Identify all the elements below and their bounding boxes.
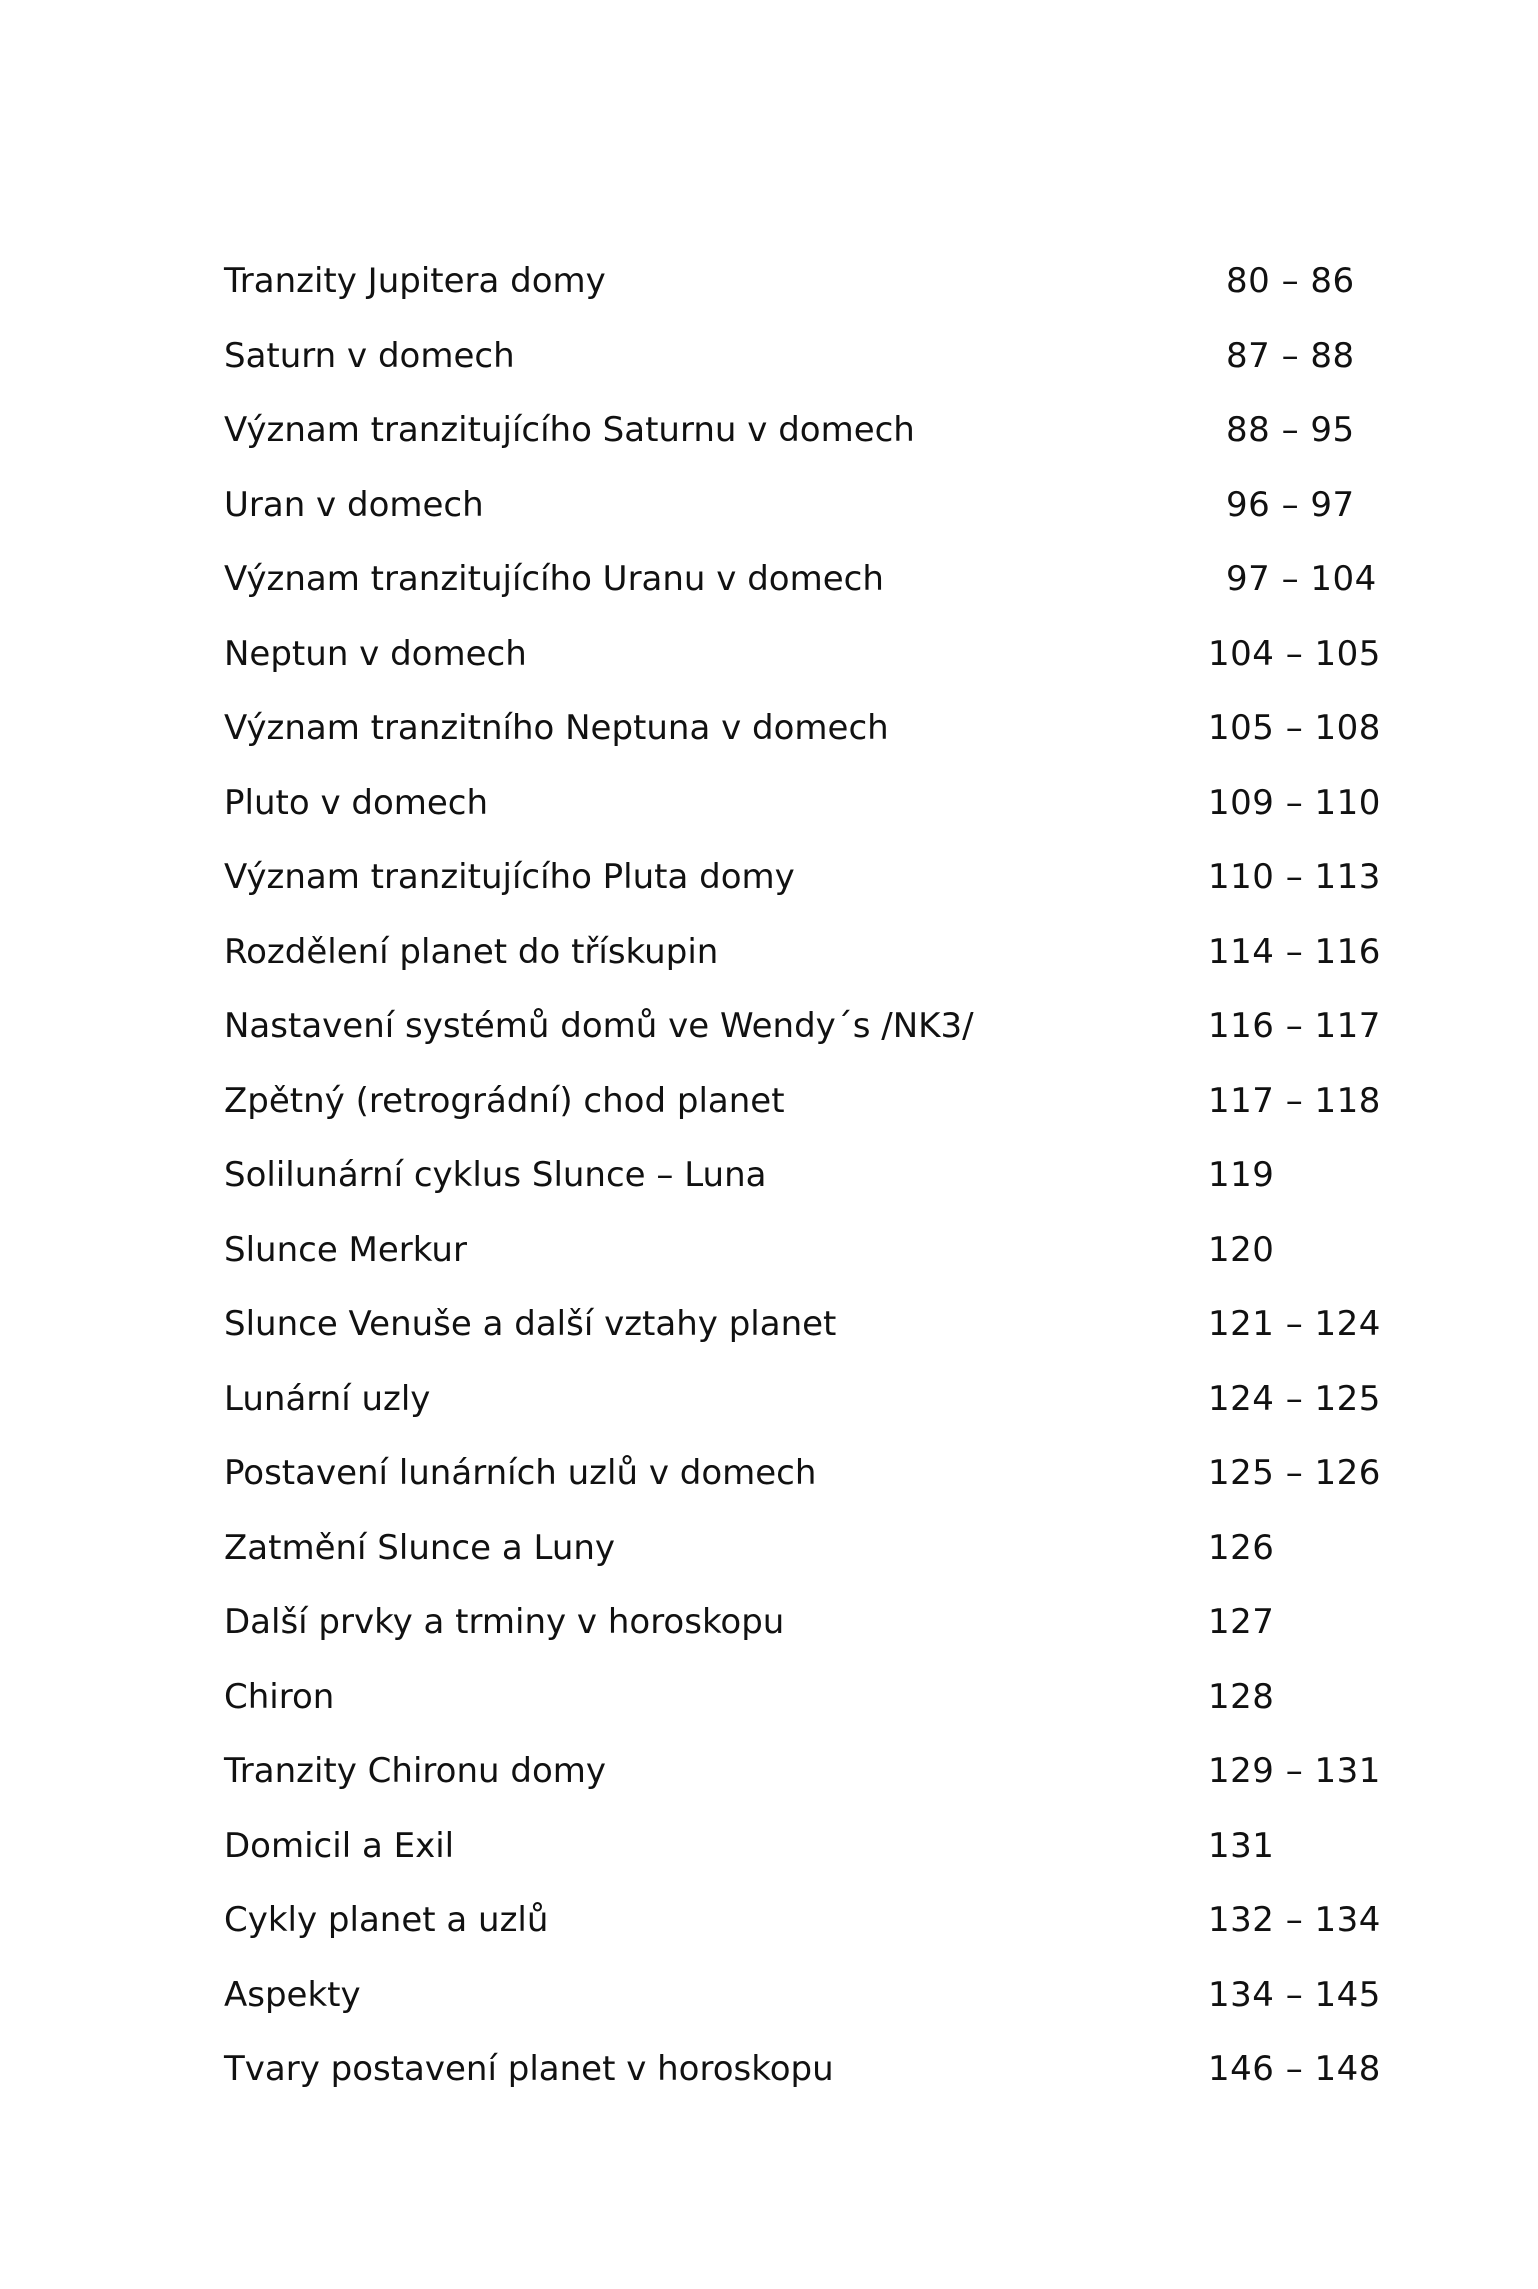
toc-entry-title: Cykly planet a uzlů (224, 1900, 549, 1941)
toc-entry-pages: 128 (1208, 1676, 1275, 1717)
toc-entry (224, 1287, 1381, 1362)
table-of-contents (224, 244, 1381, 2107)
toc-entry (224, 468, 1374, 543)
toc-entry-title: Zatmění Slunce a Luny (224, 1527, 616, 1568)
toc-entry-pages: 129 – 131 (1208, 1751, 1381, 1792)
toc-entry-pages: 121 – 124 (1208, 1304, 1381, 1345)
toc-entry-title: Význam tranzitujícího Pluta domy (224, 857, 795, 898)
toc-entry (224, 915, 1381, 990)
toc-entry (224, 1138, 1374, 1213)
toc-entry-pages: 110 – 113 (1208, 857, 1381, 898)
toc-entry-title: Slunce Merkur (224, 1229, 467, 1270)
toc-entry-pages: 146 – 148 (1208, 2049, 1381, 2090)
toc-entry-title: Domicil a Exil (224, 1825, 455, 1866)
toc-entry-pages: 134 – 145 (1208, 1974, 1381, 2015)
toc-entry (224, 319, 1374, 394)
toc-entry-title: Uran v domech (224, 484, 484, 525)
toc-entry-title: Nastavení systémů domů ve Wendy´s /NK3/ (224, 1006, 974, 1047)
toc-entry-title: Význam tranzitujícího Uranu v domech (224, 559, 884, 600)
toc-entry-title: Chiron (224, 1676, 335, 1717)
toc-entry-title: Rozdělení planet do třískupin (224, 931, 719, 972)
toc-entry (224, 1958, 1381, 2033)
toc-entry (224, 1213, 1374, 1288)
toc-entry-pages: 80 – 86 (1226, 261, 1355, 302)
toc-entry-pages: 96 – 97 (1226, 484, 1355, 525)
toc-entry-pages: 88 – 95 (1226, 410, 1355, 451)
toc-entry-pages: 109 – 110 (1208, 782, 1381, 823)
toc-entry (224, 2032, 1381, 2107)
toc-entry-title: Další prvky a trminy v horoskopu (224, 1602, 785, 1643)
toc-entry (224, 542, 1377, 617)
toc-entry-title: Slunce Venuše a další vztahy planet (224, 1304, 837, 1345)
toc-entry-title: Aspekty (224, 1974, 361, 2015)
toc-entry (224, 1436, 1381, 1511)
toc-entry (224, 766, 1381, 841)
toc-entry-pages: 120 (1208, 1229, 1275, 1270)
toc-entry (224, 1734, 1381, 1809)
toc-entry-pages: 127 (1208, 1602, 1275, 1643)
toc-entry-pages: 125 – 126 (1208, 1453, 1381, 1494)
toc-entry (224, 1809, 1374, 1884)
toc-entry-pages: 117 – 118 (1208, 1080, 1381, 1121)
toc-entry-pages: 124 – 125 (1208, 1378, 1381, 1419)
toc-entry-pages: 126 (1208, 1527, 1275, 1568)
toc-entry-pages: 114 – 116 (1208, 931, 1381, 972)
toc-entry (224, 1585, 1374, 1660)
toc-entry-title: Tranzity Jupitera domy (224, 261, 606, 302)
toc-entry-title: Tranzity Chironu domy (224, 1751, 606, 1792)
toc-entry-title: Význam tranzitního Neptuna v domech (224, 708, 889, 749)
toc-entry (224, 691, 1381, 766)
toc-entry-pages: 97 – 104 (1226, 559, 1377, 600)
toc-entry-pages: 105 – 108 (1208, 708, 1381, 749)
toc-entry-title: Pluto v domech (224, 782, 489, 823)
toc-entry-title: Význam tranzitujícího Saturnu v domech (224, 410, 915, 451)
toc-entry-pages: 119 (1208, 1155, 1275, 1196)
toc-entry-title: Solilunární cyklus Slunce – Luna (224, 1155, 767, 1196)
toc-entry-title: Zpětný (retrográdní) chod planet (224, 1080, 785, 1121)
toc-entry-title: Neptun v domech (224, 633, 527, 674)
toc-entry (224, 989, 1381, 1064)
toc-entry-title: Lunární uzly (224, 1378, 431, 1419)
toc-entry-pages: 116 – 117 (1208, 1006, 1381, 1047)
toc-entry-title: Postavení lunárních uzlů v domech (224, 1453, 817, 1494)
toc-entry-pages: 132 – 134 (1208, 1900, 1381, 1941)
toc-entry-title: Tvary postavení planet v horoskopu (224, 2049, 834, 2090)
toc-entry-pages: 131 (1208, 1825, 1275, 1866)
toc-entry (224, 393, 1374, 468)
toc-entry (224, 1362, 1381, 1437)
toc-entry (224, 840, 1381, 915)
toc-entry-pages: 87 – 88 (1226, 335, 1355, 376)
toc-entry (224, 1883, 1381, 1958)
toc-entry (224, 1064, 1381, 1139)
toc-entry (224, 1660, 1374, 1735)
toc-entry (224, 1511, 1374, 1586)
toc-entry (224, 617, 1381, 692)
toc-entry (224, 244, 1374, 319)
toc-entry-title: Saturn v domech (224, 335, 515, 376)
toc-entry-pages: 104 – 105 (1208, 633, 1381, 674)
